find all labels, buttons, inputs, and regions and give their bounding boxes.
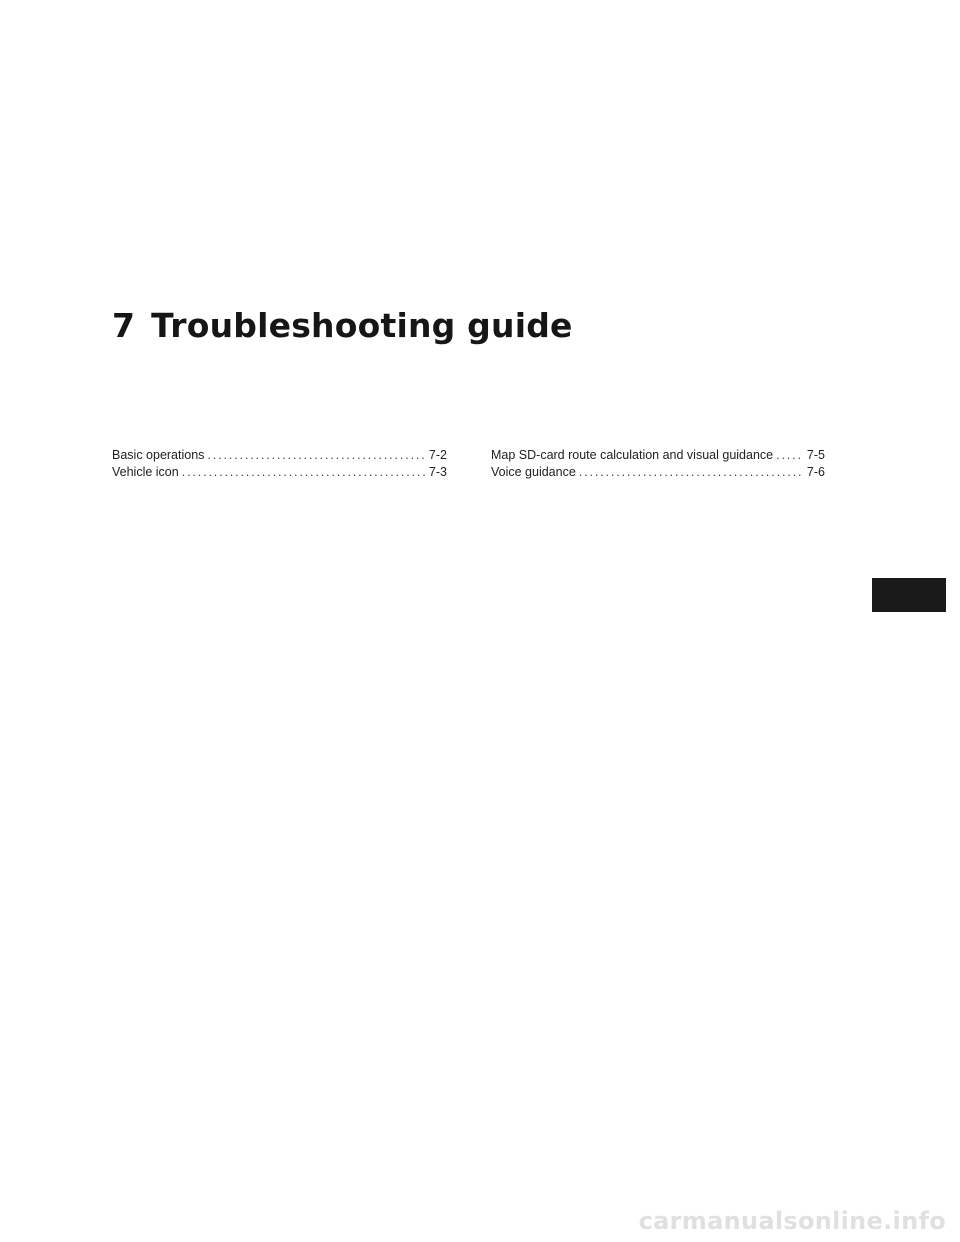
- chapter-side-tab: [872, 578, 946, 612]
- toc-column-left: [112, 447, 447, 481]
- chapter-title-text: Troubleshooting guide: [151, 306, 573, 345]
- toc-dot-leader: [579, 464, 804, 481]
- toc-entry-basic-operations[interactable]: [112, 447, 447, 464]
- chapter-number: 7: [112, 306, 136, 345]
- chapter-title: [112, 306, 573, 345]
- toc-entry-vehicle-icon[interactable]: [112, 464, 447, 481]
- toc-entry-label: Vehicle icon: [112, 465, 179, 479]
- toc-dot-leader: [182, 464, 426, 481]
- toc-entry-voice-guidance[interactable]: [491, 464, 825, 481]
- toc-dot-leader: [776, 447, 804, 464]
- toc-column-right: [491, 447, 825, 481]
- toc-entry-label: Map SD-card route calculation and visual guidance: [491, 448, 774, 462]
- toc-entry-label: Basic operations: [112, 448, 205, 462]
- watermark: carmanualsonline.info: [638, 1207, 946, 1235]
- toc-entry-label: Voice guidance: [491, 465, 576, 479]
- toc-entry-map-sd-card[interactable]: [491, 447, 825, 464]
- toc-entry-page: 7-6: [806, 465, 825, 479]
- toc-dot-leader: [207, 447, 426, 464]
- toc-entry-page: 7-2: [428, 448, 447, 462]
- toc-entry-page: 7-3: [428, 465, 447, 479]
- toc-entry-page: 7-5: [806, 448, 825, 462]
